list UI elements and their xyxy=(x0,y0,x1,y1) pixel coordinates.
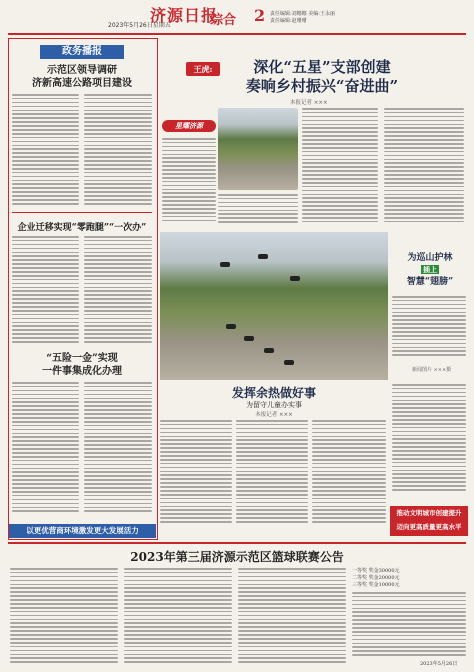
drone-photo xyxy=(160,232,388,380)
right-text-col xyxy=(392,384,466,494)
story-byline: 本报记者 ××× xyxy=(255,412,293,418)
header-rule xyxy=(8,33,466,35)
section-name: 综合 xyxy=(210,13,237,28)
prize-list xyxy=(352,568,466,589)
main-headline xyxy=(222,58,422,96)
main-text-col4 xyxy=(384,108,464,228)
prize-line: 一等奖 奖金30000元 xyxy=(352,568,400,574)
announce-text-col1 xyxy=(10,568,118,666)
drone-icon xyxy=(258,254,268,259)
prize-line: 二等奖 奖金20000元 xyxy=(352,575,400,581)
caption-line: 智慧“翅膀” xyxy=(406,277,454,287)
story2-text-col2 xyxy=(84,236,152,348)
story1-headline xyxy=(12,64,152,90)
headline-line: 奏响乡村振兴“奋进曲” xyxy=(245,77,399,95)
story2-headline: 企业迁移实现“零跑腿”“一次办” xyxy=(17,223,147,233)
announcement-title: 2023年第三届济源示范区篮球联赛公告 xyxy=(130,550,344,564)
headline-line: 示范区领导调研 xyxy=(47,65,117,76)
story-subheadline: 为留守儿童办实事 xyxy=(246,401,302,409)
feature-subhead: 星耀济源 xyxy=(162,120,216,132)
story3-headline xyxy=(12,352,152,378)
announce-text-col2 xyxy=(124,568,232,666)
story1-text-col2 xyxy=(84,94,152,208)
caption-line xyxy=(392,264,468,276)
drone-text-col2 xyxy=(236,420,308,528)
newspaper-logo: 济源日报 xyxy=(150,6,219,25)
story3-text-col2 xyxy=(84,382,152,518)
headline-line: 济新高速公路项目建设 xyxy=(32,78,132,89)
left-footer-banner: 以更优营商环境激发更大发展活力 xyxy=(9,524,156,538)
main-text-col1 xyxy=(162,138,216,226)
story3-text-col1 xyxy=(12,382,79,518)
main-text-col3 xyxy=(302,108,378,228)
photo-caption-text xyxy=(392,296,466,360)
news-brief-banner: 政务播报 xyxy=(40,45,124,59)
banner-line: 迈向更高质量更高水平 xyxy=(396,523,462,531)
editor-credits xyxy=(270,11,335,25)
drone-icon xyxy=(220,262,230,267)
drone-icon xyxy=(264,348,274,353)
portrait-photo xyxy=(218,108,298,190)
caption-tag: 插上 xyxy=(423,265,437,274)
caption-line: 为巡山护林 xyxy=(407,253,453,263)
drone-icon xyxy=(226,324,236,329)
announce-text-col3 xyxy=(238,568,346,666)
main-text-col2 xyxy=(218,194,298,228)
story1-text-col1 xyxy=(12,94,79,208)
story-headline: 发挥余热做好事 xyxy=(231,386,316,400)
editor-line: 责任编辑:刘娜娜 美编:王永丽 xyxy=(270,11,335,17)
announce-text-col4 xyxy=(352,592,466,658)
headline-line: “五险一金”实现 xyxy=(46,353,118,364)
headline-line: 一件事集成化办理 xyxy=(42,366,122,377)
banner-line: 推动文明城市创建提升 xyxy=(396,509,462,517)
announcement-rule xyxy=(8,542,466,544)
drone-icon xyxy=(290,276,300,281)
story-tag: 王虎: xyxy=(186,62,220,76)
page-number: 2 xyxy=(254,6,266,25)
drone-icon xyxy=(284,360,294,365)
civilization-banner xyxy=(390,506,468,536)
drone-icon xyxy=(244,336,254,341)
issue-date: 2023年5月26日星期五 xyxy=(108,22,171,29)
announcement-date: 2023年5月26日 xyxy=(420,661,458,667)
photo-credit: 新闻图片 ×××摄 xyxy=(412,367,452,373)
story2-text-col1 xyxy=(12,236,79,348)
editor-line: 责任编辑:赵珊珊 xyxy=(270,18,307,24)
photo-caption xyxy=(392,252,468,288)
headline-line: 深化“五星”支部创建 xyxy=(253,58,391,76)
prize-line: 三等奖 奖金10000元 xyxy=(352,582,400,588)
divider xyxy=(12,212,152,213)
drone-text-col1 xyxy=(160,420,232,528)
drone-text-col3 xyxy=(312,420,386,528)
main-byline: 本报记者 ××× xyxy=(290,100,328,106)
